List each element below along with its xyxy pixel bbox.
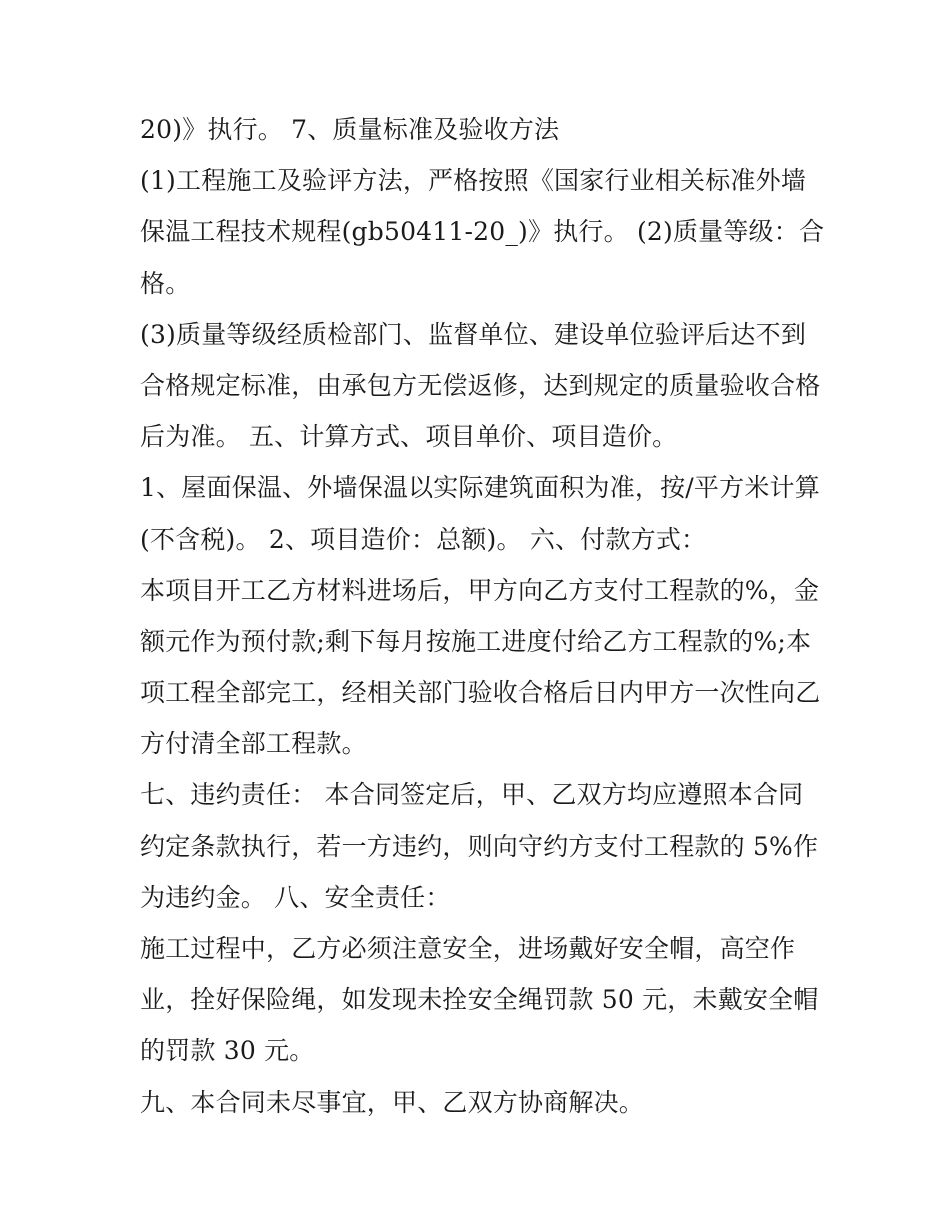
text-line: 为违约金。 八、安全责任： <box>140 882 451 912</box>
text-line: 项工程全部完工，经相关部门验收合格后日内甲方一次性向乙 <box>140 678 821 708</box>
text-line: 九、本合同未尽事宜，甲、乙双方协商解决。 <box>140 1087 645 1117</box>
text-line: 方付清全部工程款。 <box>140 729 367 759</box>
text-line: 业，拴好保险绳，如发现未拴安全绳罚款 50 元，未戴安全帽 <box>140 985 819 1015</box>
text-line: 的罚款 30 元。 <box>140 1036 315 1066</box>
text-line: 本项目开工乙方材料进场后，甲方向乙方支付工程款的%，金 <box>140 575 820 605</box>
text-line: (3)质量等级经质检部门、监督单位、建设单位验评后达不到 <box>140 319 807 349</box>
text-line: 额元作为预付款;剩下每月按施工进度付给乙方工程款的%;本 <box>140 626 812 656</box>
text-line: (1)工程施工及验评方法，严格按照《国家行业相关标准外墙 <box>140 166 807 196</box>
text-line: 合格规定标准，由承包方无偿返修，达到规定的质量验收合格 <box>140 370 821 400</box>
text-line: 格。 <box>140 268 191 298</box>
text-line: 20)》执行。 7、质量标准及验收方法 <box>140 115 560 144</box>
text-line: 后为准。 五、计算方式、项目单价、项目造价。 <box>140 422 678 452</box>
text-line: 施工过程中，乙方必须注意安全，进场戴好安全帽，高空作 <box>140 934 796 963</box>
text-line: 约定条款执行，若一方违约，则向守约方支付工程款的 5%作 <box>140 831 819 861</box>
text-line: (不含税)。 2、项目造价：总额)。 六、付款方式： <box>140 524 707 554</box>
text-line: 七、违约责任： 本合同签定后，甲、乙双方均应遵照本合同 <box>140 780 804 810</box>
text-line: 1、屋面保温、外墙保温以实际建筑面积为准，按/平方米计算 <box>140 473 820 503</box>
text-line: 保温工程技术规程(gb50411-20_)》执行。 (2)质量等级：合 <box>140 217 825 247</box>
document-body <box>140 104 825 1128</box>
